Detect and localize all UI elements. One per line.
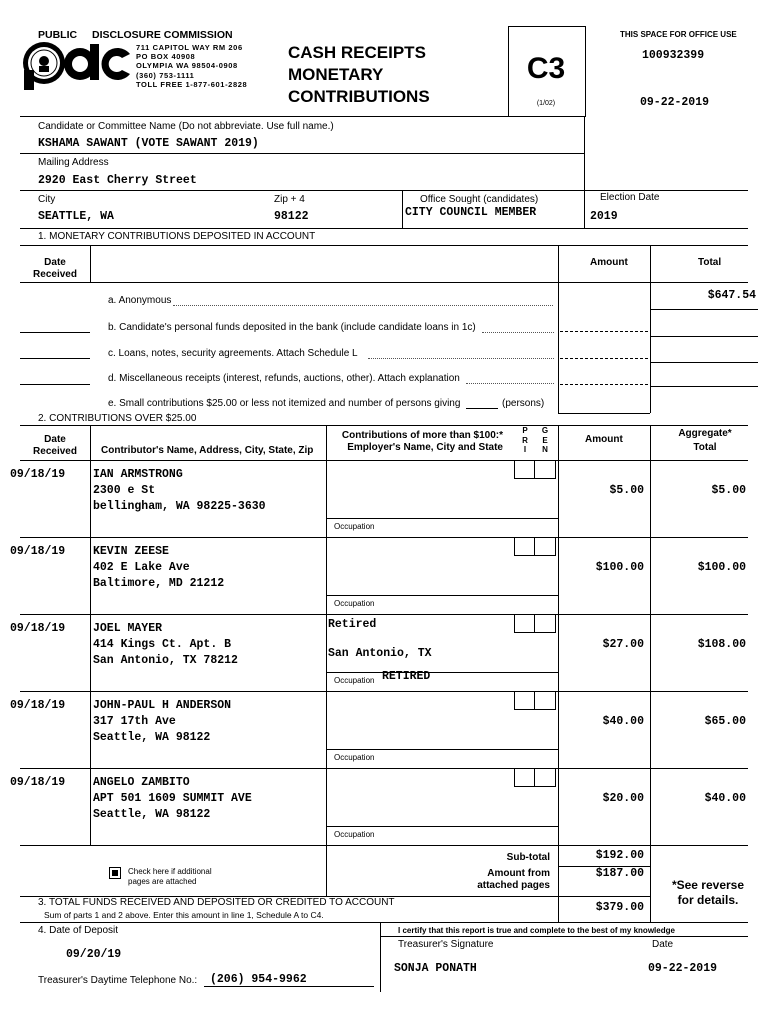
line-a-label: a. Anonymous <box>108 295 172 306</box>
occupation-label: Occupation <box>334 753 375 762</box>
form-code: C3 <box>526 52 566 85</box>
office-use-label: THIS SPACE FOR OFFICE USE <box>620 30 737 39</box>
office-sought-label: Office Sought (candidates) <box>420 194 539 205</box>
election-date-label: Election Date <box>600 192 660 203</box>
general-checkbox[interactable] <box>534 614 556 633</box>
primary-checkbox[interactable] <box>514 460 536 479</box>
row-date: 09/18/19 <box>10 545 66 558</box>
candidate-name: KSHAMA SAWANT (VOTE SAWANT 2019) <box>38 137 259 150</box>
row-date: 09/18/19 <box>10 468 66 481</box>
contributor-name: JOEL MAYER <box>93 622 163 635</box>
zip-label: Zip + 4 <box>274 194 305 205</box>
contributor-header: Contributor's Name, Address, City, State, Zip <box>101 445 314 456</box>
office-id: 100932399 <box>642 49 705 62</box>
line-e-persons: (persons) <box>502 398 545 409</box>
election-date: 2019 <box>590 210 618 223</box>
form-title: CASH RECEIPTS MONETARY CONTRIBUTIONS <box>288 43 430 106</box>
primary-header: P R I <box>522 426 528 454</box>
aggregate-header-total: Total <box>693 442 717 453</box>
attached-pages-label: Amount from attached pages <box>477 868 550 891</box>
primary-checkbox[interactable] <box>514 537 536 556</box>
pdc-logo <box>22 40 132 90</box>
office-date: 09-22-2019 <box>640 96 710 109</box>
section2-date-header: Date Received <box>33 434 77 457</box>
additional-pages-checkbox[interactable] <box>109 867 121 879</box>
contributor-name: JOHN-PAUL H ANDERSON <box>93 699 232 712</box>
agency-address: 711 CAPITOL WAY RM 206 PO BOX 40908 OLYMPIA WA 98504-0908 (360) 753-1111 TOLL FREE 1-877-601-2828 <box>136 43 248 89</box>
contributor-city: Baltimore, MD 21212 <box>93 577 225 590</box>
certification-text: I certify that this report is true and complete to the best of my knowledge <box>398 926 675 935</box>
aggregate-total: $65.00 <box>704 715 746 728</box>
contribution-amount: $40.00 <box>602 715 644 728</box>
subtotal-value: $192.00 <box>595 849 644 862</box>
mailing-address: 2920 East Cherry Street <box>38 174 197 187</box>
contributor-city: Seattle, WA 98122 <box>93 808 211 821</box>
phone-label: Treasurer's Daytime Telephone No.: <box>38 975 198 986</box>
aggregate-total: $40.00 <box>704 792 746 805</box>
aggregate-total: $5.00 <box>711 484 746 497</box>
contribution-amount: $27.00 <box>602 638 644 651</box>
line-c-label: c. Loans, notes, security agreements. Attach Schedule L <box>108 348 358 359</box>
contributor-address: APT 501 1609 SUMMIT AVE <box>93 792 252 805</box>
section3-subtitle: Sum of parts 1 and 2 above. Enter this amount in line 1, Schedule A to C4. <box>44 910 324 920</box>
occupation-label: Occupation <box>334 676 375 685</box>
contribution-amount: $100.00 <box>595 561 644 574</box>
city-label: City <box>38 194 56 205</box>
row-date: 09/18/19 <box>10 699 66 712</box>
aggregate-total: $100.00 <box>697 561 746 574</box>
general-checkbox[interactable] <box>534 768 556 787</box>
contributor-city: bellingham, WA 98225-3630 <box>93 500 266 513</box>
employer-name: Retired <box>328 618 377 631</box>
contributor-city: San Antonio, TX 78212 <box>93 654 238 667</box>
deposit-date-label: 4. Date of Deposit <box>38 925 119 936</box>
contribution-amount: $20.00 <box>602 792 644 805</box>
contributor-address: 317 17th Ave <box>93 715 176 728</box>
grand-total: $379.00 <box>595 901 644 914</box>
candidate-name-label: Candidate or Committee Name (Do not abbreviate. Use full name.) <box>38 121 334 132</box>
section3-title: 3. TOTAL FUNDS RECEIVED AND DEPOSITED OR CREDITED TO ACCOUNT <box>38 897 395 908</box>
additional-pages-label: Check here if additional pages are attached <box>128 867 212 886</box>
section2-amount-header: Amount <box>585 434 623 445</box>
occupation-label: Occupation <box>334 830 375 839</box>
line-e-label: e. Small contributions $25.00 or less not itemized and number of persons giving <box>108 398 461 409</box>
signature-date-label: Date <box>652 939 674 950</box>
general-header: G E N <box>541 426 549 454</box>
contributor-address: 414 Kings Ct. Apt. B <box>93 638 232 651</box>
section1-date-header: Date Received <box>33 257 77 280</box>
see-reverse-note: *See reverse for details. <box>671 878 745 907</box>
aggregate-total: $108.00 <box>697 638 746 651</box>
primary-checkbox[interactable] <box>514 614 536 633</box>
phone-value: (206) 954-9962 <box>210 973 307 986</box>
attached-pages-value: $187.00 <box>595 867 644 880</box>
occupation-label: Occupation <box>334 599 375 608</box>
contributor-address: 402 E Lake Ave <box>93 561 190 574</box>
subtotal-label: Sub-total <box>506 852 550 863</box>
contribution-amount: $5.00 <box>609 484 644 497</box>
city-value: SEATTLE, WA <box>38 210 114 223</box>
zip-value: 98122 <box>274 210 309 223</box>
contributor-city: Seattle, WA 98122 <box>93 731 211 744</box>
contributor-address: 2300 e St <box>93 484 156 497</box>
occupation-value: RETIRED <box>382 670 431 683</box>
contributor-name: KEVIN ZEESE <box>93 545 169 558</box>
primary-checkbox[interactable] <box>514 691 536 710</box>
employer-city: San Antonio, TX <box>328 647 432 660</box>
form-version: (1/02) <box>536 100 556 107</box>
section2-title: 2. CONTRIBUTIONS OVER $25.00 <box>38 413 197 424</box>
primary-checkbox[interactable] <box>514 768 536 787</box>
general-checkbox[interactable] <box>534 460 556 479</box>
treasurer-signature: SONJA PONATH <box>394 962 477 975</box>
agency-name-right: DISCLOSURE COMMISSION <box>92 29 233 41</box>
contributor-name: ANGELO ZAMBITO <box>93 776 190 789</box>
agency-name-left: PUBLIC <box>38 29 78 41</box>
office-sought: CITY COUNCIL MEMBER <box>405 206 537 219</box>
general-checkbox[interactable] <box>534 537 556 556</box>
line-b-label: b. Candidate's personal funds deposited in the bank (include candidate loans in 1c) <box>108 322 476 333</box>
line-a-total: $647.54 <box>707 289 756 302</box>
row-date: 09/18/19 <box>10 776 66 789</box>
mailing-address-label: Mailing Address <box>38 157 109 168</box>
employer-header: Contributions of more than $100:* Employer's Name, City and State <box>341 430 503 453</box>
aggregate-header: Aggregate* <box>678 428 732 439</box>
signature-label: Treasurer's Signature <box>398 939 494 950</box>
occupation-label: Occupation <box>334 522 375 531</box>
section1-total-header: Total <box>698 257 722 268</box>
signature-date: 09-22-2019 <box>648 962 718 975</box>
section1-amount-header: Amount <box>590 257 628 268</box>
contributor-name: IAN ARMSTRONG <box>93 468 183 481</box>
general-checkbox[interactable] <box>534 691 556 710</box>
deposit-date: 09/20/19 <box>66 948 122 961</box>
row-date: 09/18/19 <box>10 622 66 635</box>
section1-title: 1. MONETARY CONTRIBUTIONS DEPOSITED IN ACCOUNT <box>38 231 316 242</box>
line-d-label: d. Miscellaneous receipts (interest, refunds, auctions, other). Attach explanation <box>108 373 460 384</box>
